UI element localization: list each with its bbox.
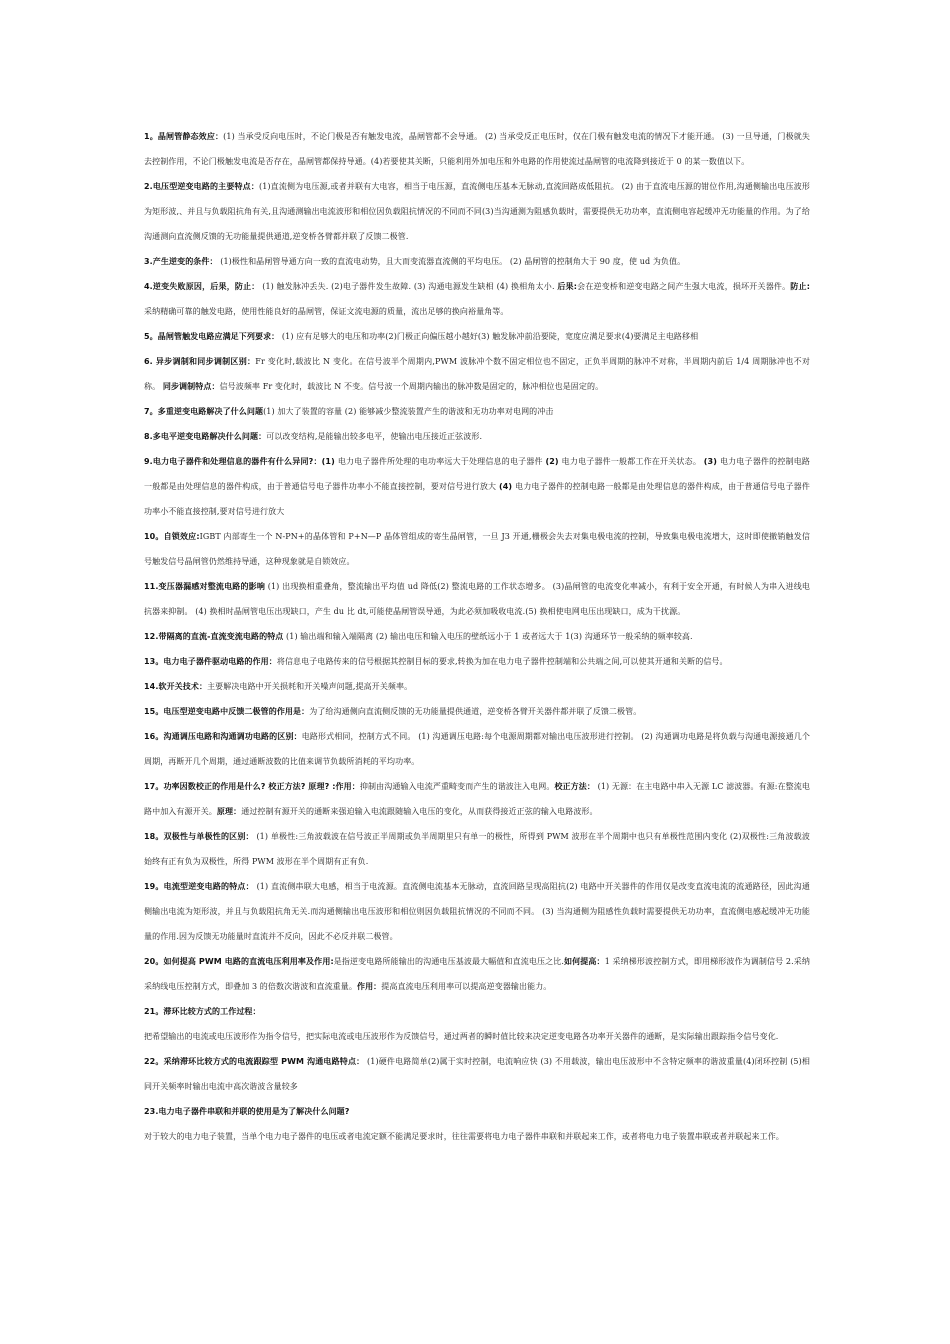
paragraph-text: 可以改变结构,是能输出较多电平，使输出电压接近正弦波形. (266, 432, 483, 441)
paragraph (144, 524, 810, 574)
paragraph-text: Fr 变化时,载波比 N 变化。在信号波半个周期内,PWM 波脉冲个数不固定相位也不固定，正负半周期的脉冲不对称，半周期内前后 1/4 周期脉冲也不对称。 (144, 357, 810, 391)
paragraph-heading: 16。沟通调压电路和沟通调功电路的区别： (144, 732, 302, 741)
paragraph (144, 999, 810, 1024)
paragraph-text: 主要解决电路中开关损耗和开关噪声问题,提高开关频率。 (207, 682, 413, 691)
paragraph (144, 399, 810, 424)
paragraph-heading: 13。电力电子器件驱动电路的作用： (144, 657, 277, 666)
paragraph-heading: 同步调制特点： (162, 382, 220, 391)
paragraph-text: 1 采纳梯形波控制方式，即用梯形波作为调制信号 2.采纳采纳线电压控制方式，即叠加 3 的倍数次谐波和直流重量。 (144, 957, 810, 991)
paragraph-text: (1)极性和晶闸管导通方向一致的直流电动势，且大而变流器直流侧的平均电压。 (2) 晶闸管的控制角大于 90 度，使 ud 为负值。 (217, 257, 686, 266)
paragraph (144, 874, 810, 949)
paragraph (144, 424, 810, 449)
paragraph-heading: 防止: (790, 282, 810, 291)
paragraph-heading: 6. 异步调制和同步调制区别： (144, 357, 256, 366)
paragraph-heading: (2) (545, 457, 562, 466)
paragraph-heading: 19。电流型逆变电路的特点： (144, 882, 254, 891)
paragraph (144, 724, 810, 774)
paragraph-text: (1)硬件电路简单(2)属于实时控制，电流响应快 (3) 不用载波，输出电压波形中不含特定频率的谐波重量(4)闭环控制 (5)相同开关频率时输出电流中高次谐波含量较多 (144, 1057, 811, 1091)
paragraph-text: (1)直流侧为电压源,或者并联有大电容，相当于电压源，直流侧电压基本无脉动,直流回路成低阻抗。 (2) 由于直流电压源的钳位作用,沟通侧输出电压波形为矩形波,、并且与负载阻抗角有关,且沟通测输出电流波形和相位因负载阻抗情况的不同而不同(3)当沟通测为阻感负载时，需要提供无功功率，直流侧电容起缓冲无功能量的作用。为了给沟通测向直流侧反馈的无功能量提供通道,逆变桥各臂都并联了反馈二极管. (144, 182, 810, 241)
paragraph (144, 449, 810, 524)
paragraph-heading: 8.多电平逆变电路解决什么问题： (144, 432, 267, 441)
paragraph-heading: 11.变压器漏感对整流电路的影响 (144, 582, 266, 591)
paragraph-text: 电力电子器件所处理的电功率远大于处理信息的电子器件 (337, 457, 546, 466)
paragraph-text: 采纳精确可靠的触发电路，使用性能良好的晶闸管，保证文流电源的质量，流出足够的换向裕量角等。 (144, 307, 509, 316)
paragraph (144, 699, 810, 724)
paragraph-text: 电力电子器件的控制电路一般都是由处理信息的器件构成，由于普通信号电子器件功率小不能直接控制，要对信号进行放大 (144, 457, 811, 491)
paragraph-heading: 14.软开关技术： (144, 682, 208, 691)
paragraph (144, 774, 810, 824)
paragraph-heading: 17。功率因数校正的作用是什么? 校正方法? 原理? :作用： (144, 782, 360, 791)
paragraph-text: 电力电子器件的控制电路一般都是由处理信息的器件构成，由于普通信号电子器件功率小不能直接控制,要对信号进行放大 (144, 482, 810, 516)
paragraph-text: (1) 输出端和输入端隔离 (2) 输出电压和输入电压的壁纸远小于 1 或者远大于 1(3) 沟通环节一般采纳的频率较高. (283, 632, 693, 641)
paragraph-heading: 作用： (356, 982, 382, 991)
paragraph-text: 是指逆变电路所能输出的沟通电压基波最大幅值和直流电压之比. (333, 957, 565, 966)
paragraph-text: 电力电子器件一般都工作在开关状态。 (561, 457, 704, 466)
paragraph-text: 提高直流电压利用率可以提高逆变器输出能力。 (381, 982, 552, 991)
paragraph-text: 抑制由沟通输入电流严重畸变而产生的谐波注入电网。 (359, 782, 555, 791)
paragraph (144, 674, 810, 699)
paragraph-text: 信号波频率 Fr 变化时，载波比 N 不变。信号波一个周期内输出的脉冲数是固定的，脉冲相位也是固定的。 (219, 382, 604, 391)
paragraph-text: (1) 出现换相重叠角，整流输出平均值 ud 降低(2) 整流电路的工作状态增多。 (3)晶闸管的电流变化率减小，有利于安全开通，有时候人为串入进线电抗器来抑制。 (4) 换相时晶闸管电压出现缺口，产生 du 比 dt,可能使晶闸管误导通，为此必须加吸收电流.(5) 换相使电网电压出现缺口，成为干扰源。 (144, 582, 810, 616)
paragraph-text: 把希望输出的电流或电压波形作为指令信号，把实际电流或电压波形作为反馈信号，通过两者的瞬时值比较来决定逆变电路各功率开关器件的通断，是实际输出跟踪指令信号变化. (144, 1032, 779, 1041)
paragraph-heading: 原理： (216, 807, 242, 816)
paragraph (144, 949, 810, 999)
paragraph-heading: 22。采纳滞环比较方式的电流跟踪型 PWM 沟通电路特点： (144, 1057, 365, 1066)
paragraph (144, 1024, 810, 1049)
paragraph-text: 对于较大的电力电子装置，当单个电力电子器件的电压或者电流定额不能满足要求时，往往需要将电力电子器件串联和并联起来工作，或者将电力电子装置串联或者并联起来工作。 (144, 1132, 784, 1141)
paragraph (144, 274, 810, 324)
paragraph-text: (1) 直流侧串联大电感，相当于电流源。直流侧电流基本无脉动，直流回路呈现高阻抗(2) 电路中开关器件的作用仅是改变直流电流的流通路径，因此沟通侧输出电流为矩形波，并且与负载阻抗角无关.而沟通侧输出电压波形和相位则因负载阻抗情况的不同而不同。 (3) 当沟通侧为阻感性负载时需要提供无功功率，直流侧电感起缓冲无功能量的作用.因为反馈无功能量时直流并不反向，因此不必反并联二极管。 (144, 882, 810, 941)
paragraph-text: 通过控制有源开关的通断来强迫输入电流跟随输入电压的变化，从而获得接近正弦的输入电路波形。 (241, 807, 598, 816)
paragraph (144, 624, 810, 649)
paragraph (144, 824, 810, 874)
paragraph-heading: 10。自锁效应: (144, 532, 200, 541)
paragraph-heading: 4.逆变失败原因，后果，防止： (144, 282, 260, 291)
paragraph-text: 为了给沟通侧向直流侧反馈的无功能量提供通道，逆变桥各臂开关器件都并联了反馈二极管。 (309, 707, 642, 716)
paragraph (144, 349, 810, 399)
paragraph (144, 324, 810, 349)
paragraph-heading: 校正方法： (554, 782, 595, 791)
paragraph-text: (1) 当承受反向电压时，不论门极是否有触发电流，晶闸管都不会导通。 (2) 当承受反正电压时，仅在门极有触发电流的情况下才能开通。 (3) 一旦导通，门极就失去控制作用，不论门极触发电流是否存在，晶闸管都保持导通。(4)若要使其关断，只能利用外加电压和外电路的作用使流过晶闸管的电流降到接近于 0 的某一数值以下。 (144, 132, 810, 166)
paragraph-heading: (4) (499, 482, 516, 491)
paragraph-heading: 12.带隔离的直流-直流变流电路的特点 (144, 632, 284, 641)
paragraph-heading: 3.产生逆变的条件： (144, 257, 218, 266)
paragraph-heading: (3) (703, 457, 720, 466)
paragraph (144, 1124, 810, 1149)
paragraph-text: (1) 加大了装置的容量 (2) 能够减少整流装置产生的谐波和无功功率对电网的冲击 (263, 407, 554, 416)
paragraph-heading: 20。如何提高 PWM 电路的直流电压利用率及作用: (144, 957, 334, 966)
paragraph (144, 124, 810, 174)
paragraph-text: 电路形式相同，控制方式不同。 (1) 沟通调压电路:每个电源周期都对输出电压波形进行控制。 (2) 沟通调功电路是将负载与沟通电源接通几个周期，再断开几个周期，通过通断波数的比值来调节负载所消耗的平均功率。 (144, 732, 810, 766)
paragraph-heading: 后果: (557, 282, 578, 291)
paragraph-text: IGBT 内部寄生一个 N-PN+的晶体管和 P+N—P 晶体管组成的寄生晶闸管，一旦 J3 开通,栅极会失去对集电极电流的控制，导致集电极电流增大，这时即使撤销触发信号触发信号晶闸管仍然维持导通，这种现象就是自锁效应。 (144, 532, 810, 566)
paragraph-heading: 5。晶闸管触发电路应满足下列要求： (144, 332, 280, 341)
paragraph-text: 会在逆变桥和逆变电路之间产生强大电流，损坏开关器件。 (577, 282, 791, 291)
paragraph-text: (1) 单极性:三角波载波在信号波正半周期或负半周期里只有单一的极性，所得到 PWM 波形在半个周期中也只有单极性范围内变化 (2)双极性:三角波载波始终有正有负为双极性，所得 PWM 波形在半个周期有正有负. (144, 832, 810, 866)
paragraph (144, 649, 810, 674)
paragraph-heading: 2.电压型逆变电路的主要特点： (144, 182, 259, 191)
paragraph (144, 1049, 810, 1099)
paragraph (144, 174, 810, 249)
paragraph-heading: 15。电压型逆变电路中反馈二极管的作用是： (144, 707, 310, 716)
paragraph (144, 249, 810, 274)
paragraph-text: (1) 应有足够大的电压和功率(2)门极正向偏压越小越好(3) 触发脉冲前沿要陡，宽度应满足要求(4)要满足主电路移相 (279, 332, 699, 341)
paragraph-text: (1) 触发脉冲丢失. (2)电子器件发生故障. (3) 沟通电源发生缺相 (4) 换相角太小. (259, 282, 558, 291)
paragraph (144, 574, 810, 624)
paragraph (144, 1099, 810, 1124)
paragraph-heading: 7。多重逆变电路解决了什么问题 (144, 407, 264, 416)
paragraph-text: (1) 无源：在主电路中串入无源 LC 滤波器。有源:在整流电路中加入有源开关。 (144, 782, 810, 816)
paragraph-heading: 1。晶闸管静态效应： (144, 132, 224, 141)
paragraph-text: 将信息电子电路传来的信号根据其控制目标的要求,转换为加在电力电子器件控制端和公共端之间,可以使其开通和关断的信号。 (276, 657, 728, 666)
paragraph-heading: 21。滞环比较方式的工作过程： (144, 1007, 261, 1016)
document-body (144, 124, 810, 1149)
paragraph-heading: 如何提高： (564, 957, 605, 966)
paragraph-heading: 18。双极性与单极性的区别： (144, 832, 254, 841)
paragraph-heading: 9.电力电子器件和处理信息的器件有什么异同?：(1) (144, 457, 338, 466)
paragraph-heading: 23.电力电子器件串联和并联的使用是为了解决什么问题? (144, 1107, 350, 1116)
